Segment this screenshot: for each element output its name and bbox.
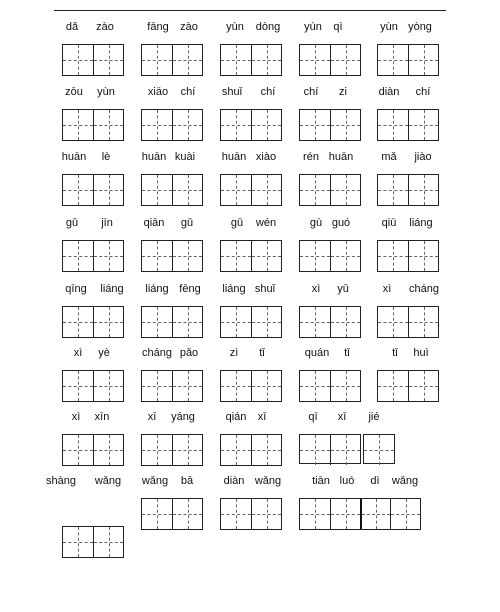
pinyin-syllable: luó [339,475,355,487]
pinyin-syllable: gǔ [180,217,194,229]
writing-cell[interactable] [172,499,202,529]
writing-cell[interactable] [172,371,202,401]
pinyin-syllable: fēng [179,283,201,295]
writing-cell[interactable] [408,241,438,271]
writing-grid[interactable] [220,306,282,338]
writing-cell[interactable] [330,110,360,140]
writing-cell[interactable] [63,175,93,205]
writing-cell[interactable] [142,307,172,337]
writing-grid[interactable] [220,44,282,76]
pinyin-syllable: huān [141,151,167,163]
writing-cell[interactable] [93,527,123,557]
pinyin-syllable: jiào [414,151,432,163]
pinyin-syllable: xì [382,283,392,295]
pinyin-syllable: huān [221,151,247,163]
writing-cell[interactable] [251,175,281,205]
writing-cell[interactable] [172,241,202,271]
writing-grid[interactable] [377,44,439,76]
writing-cell[interactable] [172,435,202,465]
writing-grid[interactable] [141,109,203,141]
writing-cell[interactable] [221,241,251,271]
pinyin-syllable: qī [308,411,318,423]
writing-grid[interactable] [377,240,439,272]
pinyin-syllable: zào [96,21,114,33]
pinyin-syllable: quán [304,347,330,359]
writing-group [299,434,361,464]
pinyin-syllable: liáng [100,283,124,295]
writing-grid[interactable] [141,174,203,206]
pinyin-syllable: mǎ [381,151,397,163]
writing-cell[interactable] [378,45,408,75]
pinyin-syllable: cháng [409,283,439,295]
writing-grid[interactable] [220,434,282,466]
pinyin-syllable: fāng [147,21,169,33]
writing-cell[interactable] [63,45,93,75]
writing-cell[interactable] [360,499,390,529]
pinyin-syllable: liáng [222,283,246,295]
pinyin-syllable: xiào [255,151,277,163]
pinyin-syllable: chí [260,86,276,98]
pinyin-syllable: tǐ [259,347,265,359]
pinyin-syllable: wǎng [391,475,419,487]
writing-cell[interactable] [93,435,123,465]
writing-cell[interactable] [330,307,360,337]
pinyin-syllable: huān [61,151,87,163]
pinyin-syllable: tiān [312,475,330,487]
pinyin-syllable: yè [98,347,110,359]
pinyin-syllable: wǎng [94,475,122,487]
pinyin-syllable: gǔ [230,217,244,229]
writing-cell[interactable] [378,241,408,271]
pinyin-syllable: qì [333,21,343,33]
writing-cell[interactable] [330,499,360,529]
writing-cell[interactable] [378,371,408,401]
writing-cell[interactable] [221,45,251,75]
pinyin-syllable: wǎng [254,475,282,487]
pinyin-syllable: yáng [171,411,195,423]
writing-cell[interactable] [142,371,172,401]
writing-cell[interactable] [142,241,172,271]
writing-grid[interactable] [141,306,203,338]
writing-grid[interactable] [377,306,439,338]
pinyin-syllable: jié [368,411,380,423]
writing-grid[interactable] [377,370,439,402]
writing-cell[interactable] [300,371,330,401]
pinyin-syllable: cháng [142,347,172,359]
pinyin-syllable: xī [147,411,157,423]
pinyin-syllable: kuài [174,151,196,163]
pinyin-syllable: shuǐ [221,86,243,98]
writing-cell[interactable] [63,110,93,140]
writing-cell[interactable] [221,175,251,205]
writing-cell[interactable] [251,110,281,140]
writing-cell[interactable] [300,110,330,140]
writing-cell[interactable] [63,435,93,465]
writing-cell[interactable] [390,499,420,529]
writing-cell[interactable] [378,307,408,337]
pinyin-syllable: diàn [378,86,400,98]
pinyin-syllable: qīng [65,283,87,295]
writing-cell[interactable] [300,175,330,205]
pinyin-syllable: zōu [65,86,83,98]
writing-grid[interactable] [299,498,421,530]
writing-cell[interactable] [408,307,438,337]
pinyin-syllable: qián [225,411,247,423]
writing-group [363,434,395,464]
pinyin-syllable: yùn [380,21,398,33]
pinyin-syllable: qiū [381,217,397,229]
writing-cell[interactable] [172,175,202,205]
writing-cell[interactable] [408,371,438,401]
pinyin-syllable: yùn [226,21,244,33]
pinyin-syllable: chí [415,86,431,98]
writing-cell[interactable] [300,307,330,337]
pinyin-syllable: xì [71,411,81,423]
writing-cell[interactable] [378,175,408,205]
writing-cell[interactable] [63,371,93,401]
writing-cell[interactable] [408,110,438,140]
pinyin-syllable: lè [101,151,111,163]
pinyin-syllable: yòng [408,21,432,33]
writing-cell[interactable] [251,435,281,465]
writing-grid[interactable] [220,174,282,206]
pinyin-syllable: shuǐ [254,283,276,295]
pinyin-syllable: zì [229,347,239,359]
writing-grid[interactable] [62,240,124,272]
writing-cell[interactable] [251,371,281,401]
writing-grid[interactable] [141,498,203,530]
writing-grid[interactable] [220,240,282,272]
writing-cell[interactable] [172,307,202,337]
writing-cell[interactable] [221,435,251,465]
writing-cell[interactable] [251,241,281,271]
writing-cell[interactable] [63,307,93,337]
pinyin-syllable: pǎo [179,347,199,359]
writing-grid[interactable] [62,306,124,338]
writing-cell[interactable] [93,45,123,75]
writing-cell[interactable] [330,175,360,205]
pinyin-syllable: dòng [255,21,281,33]
pinyin-syllable: chí [180,86,196,98]
writing-cell[interactable] [300,435,330,465]
pinyin-syllable: liáng [409,217,433,229]
writing-cell[interactable] [300,241,330,271]
writing-cell[interactable] [300,499,330,529]
writing-cell[interactable] [142,110,172,140]
writing-cell[interactable] [378,110,408,140]
writing-grid[interactable] [299,306,361,338]
writing-cell[interactable] [142,435,172,465]
writing-grid[interactable] [141,44,203,76]
writing-cell[interactable] [330,45,360,75]
writing-grid[interactable] [299,434,395,464]
writing-grid[interactable] [299,370,361,402]
pinyin-syllable: xì [311,283,321,295]
pinyin-syllable: tǐ [392,347,398,359]
writing-cell[interactable] [93,371,123,401]
writing-cell[interactable] [221,499,251,529]
pinyin-syllable: xīn [94,411,110,423]
pinyin-syllable: shàng [46,475,76,487]
pinyin-syllable: chí [303,86,319,98]
pinyin-syllable: bā [180,475,194,487]
pinyin-syllable: gǔ [65,217,79,229]
pinyin-syllable: xī [257,411,267,423]
writing-grid[interactable] [299,109,361,141]
writing-grid[interactable] [62,526,124,558]
writing-cell[interactable] [142,175,172,205]
writing-cell[interactable] [172,110,202,140]
writing-grid[interactable] [62,174,124,206]
pinyin-syllable: huān [328,151,354,163]
writing-grid[interactable] [141,370,203,402]
writing-grid[interactable] [62,434,124,466]
writing-cell[interactable] [251,45,281,75]
pinyin-syllable: diàn [223,475,245,487]
writing-cell[interactable] [142,45,172,75]
pinyin-syllable: yùn [97,86,115,98]
pinyin-syllable: wǎng [141,475,169,487]
writing-cell[interactable] [251,307,281,337]
writing-grid[interactable] [62,44,124,76]
pinyin-syllable: dǎ [65,21,79,33]
writing-cell[interactable] [93,110,123,140]
writing-cell[interactable] [142,499,172,529]
pinyin-syllable: dì [370,475,380,487]
writing-grid[interactable] [299,240,361,272]
writing-grid[interactable] [141,240,203,272]
writing-cell[interactable] [221,371,251,401]
writing-grid[interactable] [220,498,282,530]
writing-grid[interactable] [141,434,203,466]
pinyin-syllable: gù [309,217,323,229]
pinyin-syllable: zi [339,86,347,98]
writing-cell[interactable] [330,371,360,401]
pinyin-syllable: xī [337,411,347,423]
writing-cell[interactable] [93,175,123,205]
writing-grid[interactable] [377,109,439,141]
writing-cell[interactable] [408,45,438,75]
writing-cell[interactable] [330,435,360,465]
pinyin-syllable: huì [413,347,429,359]
writing-cell[interactable] [221,110,251,140]
pinyin-syllable: liáng [145,283,169,295]
writing-cell[interactable] [93,307,123,337]
writing-grid[interactable] [299,44,361,76]
writing-cell[interactable] [93,241,123,271]
writing-grid[interactable] [220,109,282,141]
writing-grid[interactable] [62,370,124,402]
pinyin-syllable: tǐ [344,347,350,359]
writing-grid[interactable] [377,174,439,206]
pinyin-syllable: xiāo [147,86,169,98]
pinyin-syllable: rén [303,151,319,163]
top-rule [54,10,446,11]
writing-grid[interactable] [220,370,282,402]
writing-grid[interactable] [62,109,124,141]
writing-cell[interactable] [221,307,251,337]
pinyin-syllable: guó [331,217,351,229]
pinyin-syllable: yǔ [337,283,349,295]
writing-cell[interactable] [364,435,394,465]
pinyin-syllable: xì [73,347,83,359]
writing-cell[interactable] [172,45,202,75]
writing-cell[interactable] [330,241,360,271]
pinyin-syllable: jīn [101,217,113,229]
writing-cell[interactable] [63,527,93,557]
pinyin-syllable: qiān [143,217,165,229]
writing-cell[interactable] [251,499,281,529]
writing-cell[interactable] [63,241,93,271]
writing-grid[interactable] [299,174,361,206]
pinyin-syllable: yùn [304,21,322,33]
pinyin-syllable: wén [255,217,277,229]
writing-cell[interactable] [300,45,330,75]
pinyin-syllable: zào [180,21,198,33]
writing-cell[interactable] [408,175,438,205]
